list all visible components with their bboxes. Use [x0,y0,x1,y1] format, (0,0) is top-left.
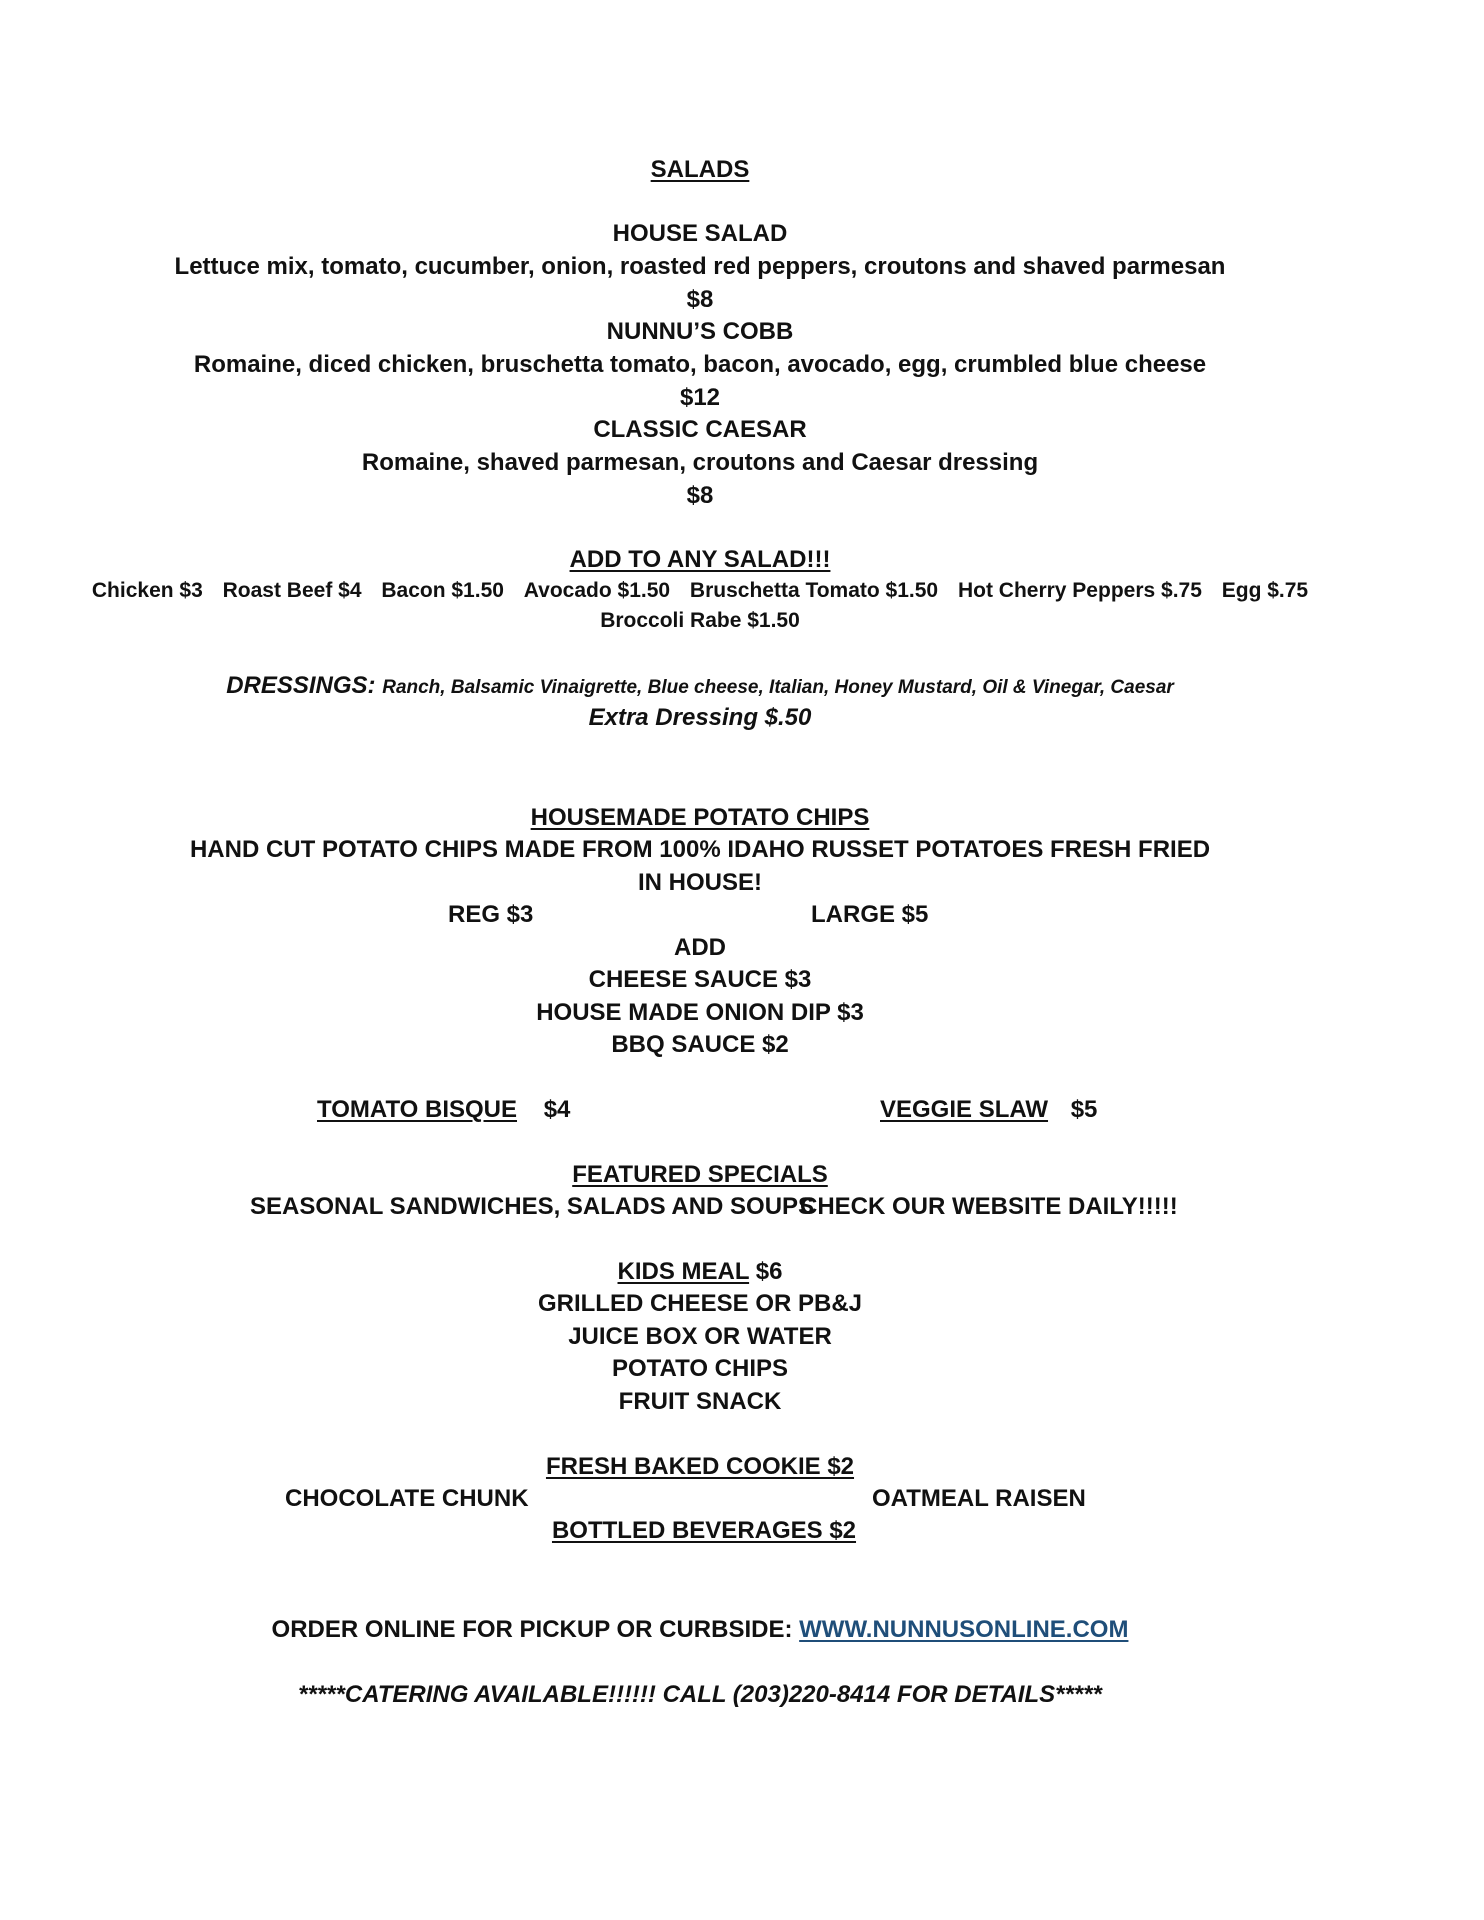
chips-addon: CHEESE SAUCE $3 [588,966,812,993]
dressings-label: DRESSINGS: [226,672,376,699]
addon-item: Broccoli Rabe $1.50 [600,609,800,632]
dressings-list: Ranch, Balsamic Vinaigrette, Blue cheese, Italian, Honey Mustard, Oil & Vinegar, Caesar [382,677,1174,698]
extra-dressing: Extra Dressing $.50 [588,704,812,731]
specials-right: CHECK OUR WEBSITE DAILY!!!!! [800,1193,1178,1220]
salad-name: CLASSIC CAESAR [593,416,807,443]
addon-item: Bacon $1.50 [381,579,504,602]
chips-addon: BBQ SAUCE $2 [611,1031,789,1058]
addon-item: Chicken $3 [91,579,203,602]
kids-meal-title: KIDS MEAL [617,1258,750,1285]
addon-item: Egg $.75 [1221,579,1309,602]
addons-list [0,580,1400,601]
cookie-chocolate-chunk: CHOCOLATE CHUNK [285,1485,529,1512]
tomato-bisque-name: TOMATO BISQUE [317,1096,518,1123]
dressings-line [0,674,1400,698]
salad-description: Lettuce mix, tomato, cucumber, onion, roasted red peppers, croutons and shaved parmesan [174,253,1226,280]
kids-heading [0,1260,1400,1284]
chips-large-price: LARGE $5 [811,901,929,928]
kids-item: POTATO CHIPS [611,1355,788,1382]
website-link[interactable]: WWW.NUNNUSONLINE.COM [799,1616,1129,1643]
chips-addon: HOUSE MADE ONION DIP $3 [536,999,864,1026]
chips-description: IN HOUSE! [637,869,762,896]
salad-description: Romaine, shaved parmesan, croutons and Caesar dressing [361,449,1039,476]
order-online-text: ORDER ONLINE FOR PICKUP OR CURBSIDE: [271,1616,793,1643]
addon-item: Bruschetta Tomato $1.50 [689,579,939,602]
cookie-heading: FRESH BAKED COOKIE $2 [545,1453,855,1480]
specials-left: SEASONAL SANDWICHES, SALADS AND SOUPS [250,1193,815,1220]
veggie-slaw-name: VEGGIE SLAW [880,1096,1049,1123]
chips-regular-price: REG $3 [448,901,534,928]
salads-heading: SALADS [650,156,750,183]
beverages-heading: BOTTLED BEVERAGES $2 [551,1517,857,1544]
chips-heading: HOUSEMADE POTATO CHIPS [530,804,870,831]
kids-meal-price: $6 [755,1258,783,1285]
kids-item: GRILLED CHEESE OR PB&J [537,1290,863,1317]
kids-item: FRUIT SNACK [618,1388,782,1415]
veggie-slaw [880,1098,1097,1122]
cookie-oatmeal-raisen: OATMEAL RAISEN [872,1485,1086,1512]
salad-price: $12 [679,384,721,411]
order-online-line [0,1618,1400,1642]
tomato-bisque-price: $4 [543,1096,571,1123]
chips-add-label: ADD [674,934,726,961]
tomato-bisque [317,1098,570,1122]
kids-item: JUICE BOX OR WATER [568,1323,832,1350]
addon-item: Hot Cherry Peppers $.75 [957,579,1202,602]
addons-heading: ADD TO ANY SALAD!!! [569,546,831,573]
catering-notice: *****CATERING AVAILABLE!!!!!! CALL (203)220-8414 FOR DETAILS***** [298,1681,1102,1708]
salad-name: NUNNU’S COBB [606,318,794,345]
salad-price: $8 [686,286,714,313]
salad-description: Romaine, diced chicken, bruschetta tomato, bacon, avocado, egg, crumbled blue cheese [193,351,1207,378]
addon-item: Roast Beef $4 [222,579,362,602]
veggie-slaw-price: $5 [1070,1096,1098,1123]
salad-name: HOUSE SALAD [612,220,788,247]
specials-heading: FEATURED SPECIALS [572,1161,828,1188]
salad-price: $8 [686,482,714,509]
chips-description: HAND CUT POTATO CHIPS MADE FROM 100% IDAHO RUSSET POTATOES FRESH FRIED [189,836,1211,863]
addon-item: Avocado $1.50 [523,579,671,602]
